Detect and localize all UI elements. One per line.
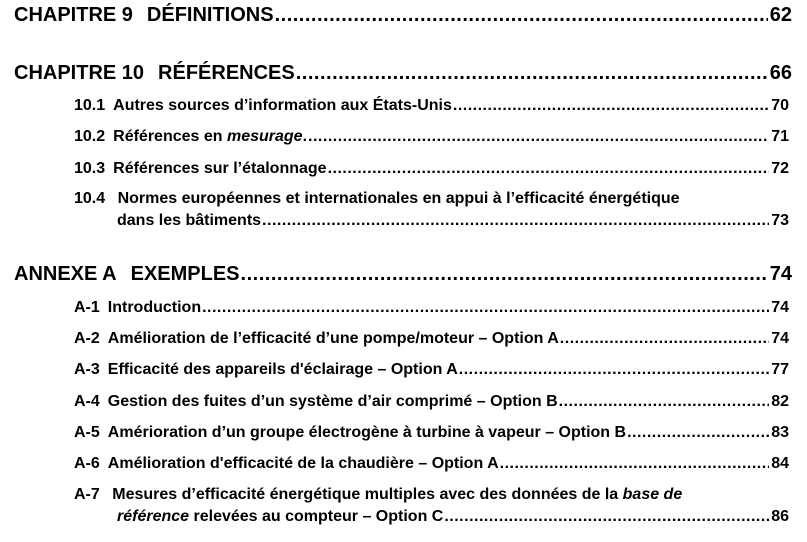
entry-title: Amélioration de l’efficacité d’une pompe/moteur – Option A [107,330,559,347]
entry-number: CHAPITRE 9 [14,4,133,26]
dot-leader [262,212,769,230]
toc-entry-a-2[interactable] [74,330,789,348]
page-number: 66 [769,62,792,84]
toc-entry-a-4[interactable] [74,393,789,411]
entry-number: A-7 [74,486,100,503]
dot-leader [500,455,770,473]
entry-number: A-4 [74,393,100,410]
entry-title-continued: dans les bâtiments [117,212,262,229]
page-number: 62 [769,4,792,26]
entry-title: Références en mesurage. [113,128,308,145]
dot-leader [308,128,769,146]
page-number: 72 [771,160,789,177]
entry-title: RÉFÉRENCES [158,62,295,84]
page-number: 84 [771,455,789,472]
entry-number: 10.3 [74,160,106,177]
toc-entry-10-4-line2[interactable] [117,212,789,230]
toc-entry-a-5[interactable] [74,424,789,442]
dot-leader [453,97,769,115]
page-number: 74 [771,330,789,347]
page-number: 86 [771,508,789,525]
toc-entry-10-2[interactable] [74,128,789,146]
entry-number: 10.4 [74,190,106,207]
dot-leader [296,62,768,85]
entry-title: Normes européennes et internationales en appui à l’efficacité énergétique [117,190,680,207]
entry-title: Mesures d’efficacité énergétique multiples avec des données de la base de [112,486,683,503]
entry-number: A-2 [74,330,100,347]
dot-leader [202,299,769,317]
page-number: 70 [771,97,789,114]
entry-title-continued: référence relevées au compteur – Option C [117,508,444,525]
entry-title: Introduction [107,299,202,316]
page-number: 74 [769,263,792,285]
dot-leader [627,424,769,442]
entry-number: A-3 [74,361,100,378]
dot-leader [560,330,769,348]
toc-entry-a-6[interactable] [74,455,789,473]
toc-entry-10-4-line1[interactable] [74,190,680,208]
toc-entry-chapter-10[interactable] [14,62,792,85]
entry-number: A-6 [74,455,100,472]
entry-title: Gestion des fuites d’un système d’air comprimé – Option B [107,393,558,410]
entry-number: A-5 [74,424,100,441]
dot-leader [444,508,769,526]
page-number: 77 [771,361,789,378]
entry-number: 10.2 [74,128,106,145]
page-number: 71 [771,128,789,145]
toc-entry-10-1[interactable] [74,97,789,115]
entry-title: Amélioration d'efficacité de la chaudière – Option A [107,455,499,472]
entry-title: Efficacité des appareils d'éclairage – Option A [107,361,458,378]
toc-entry-10-3[interactable] [74,160,789,178]
entry-title: Références sur l’étalonnage [113,160,327,177]
page-number: 82 [771,393,789,410]
page-number: 73 [771,212,789,229]
entry-number: ANNEXE A [14,263,117,285]
dot-leader [241,263,768,286]
entry-title: DÉFINITIONS [146,4,274,26]
entry-title: EXEMPLES [130,263,240,285]
dot-leader [459,361,769,379]
toc-entry-a-7-line1[interactable] [74,486,682,504]
page-number: 83 [771,424,789,441]
toc-entry-chapter-9[interactable] [14,4,792,27]
entry-title: Amérioration d’un groupe électrogène à turbine à vapeur – Option B [107,424,627,441]
toc-entry-a-3[interactable] [74,361,789,379]
dot-leader [559,393,770,411]
toc-entry-a-7-line2[interactable] [117,508,789,526]
toc-entry-annex-a[interactable] [14,263,792,286]
dot-leader [275,4,768,27]
entry-number: A-1 [74,299,100,316]
toc-entry-a-1[interactable] [74,299,789,317]
entry-title: Autres sources d’information aux États-Unis [113,97,452,114]
entry-number: 10.1 [74,97,106,114]
page-number: 74 [771,299,789,316]
entry-number: CHAPITRE 10 [14,62,145,84]
dot-leader [328,160,770,178]
